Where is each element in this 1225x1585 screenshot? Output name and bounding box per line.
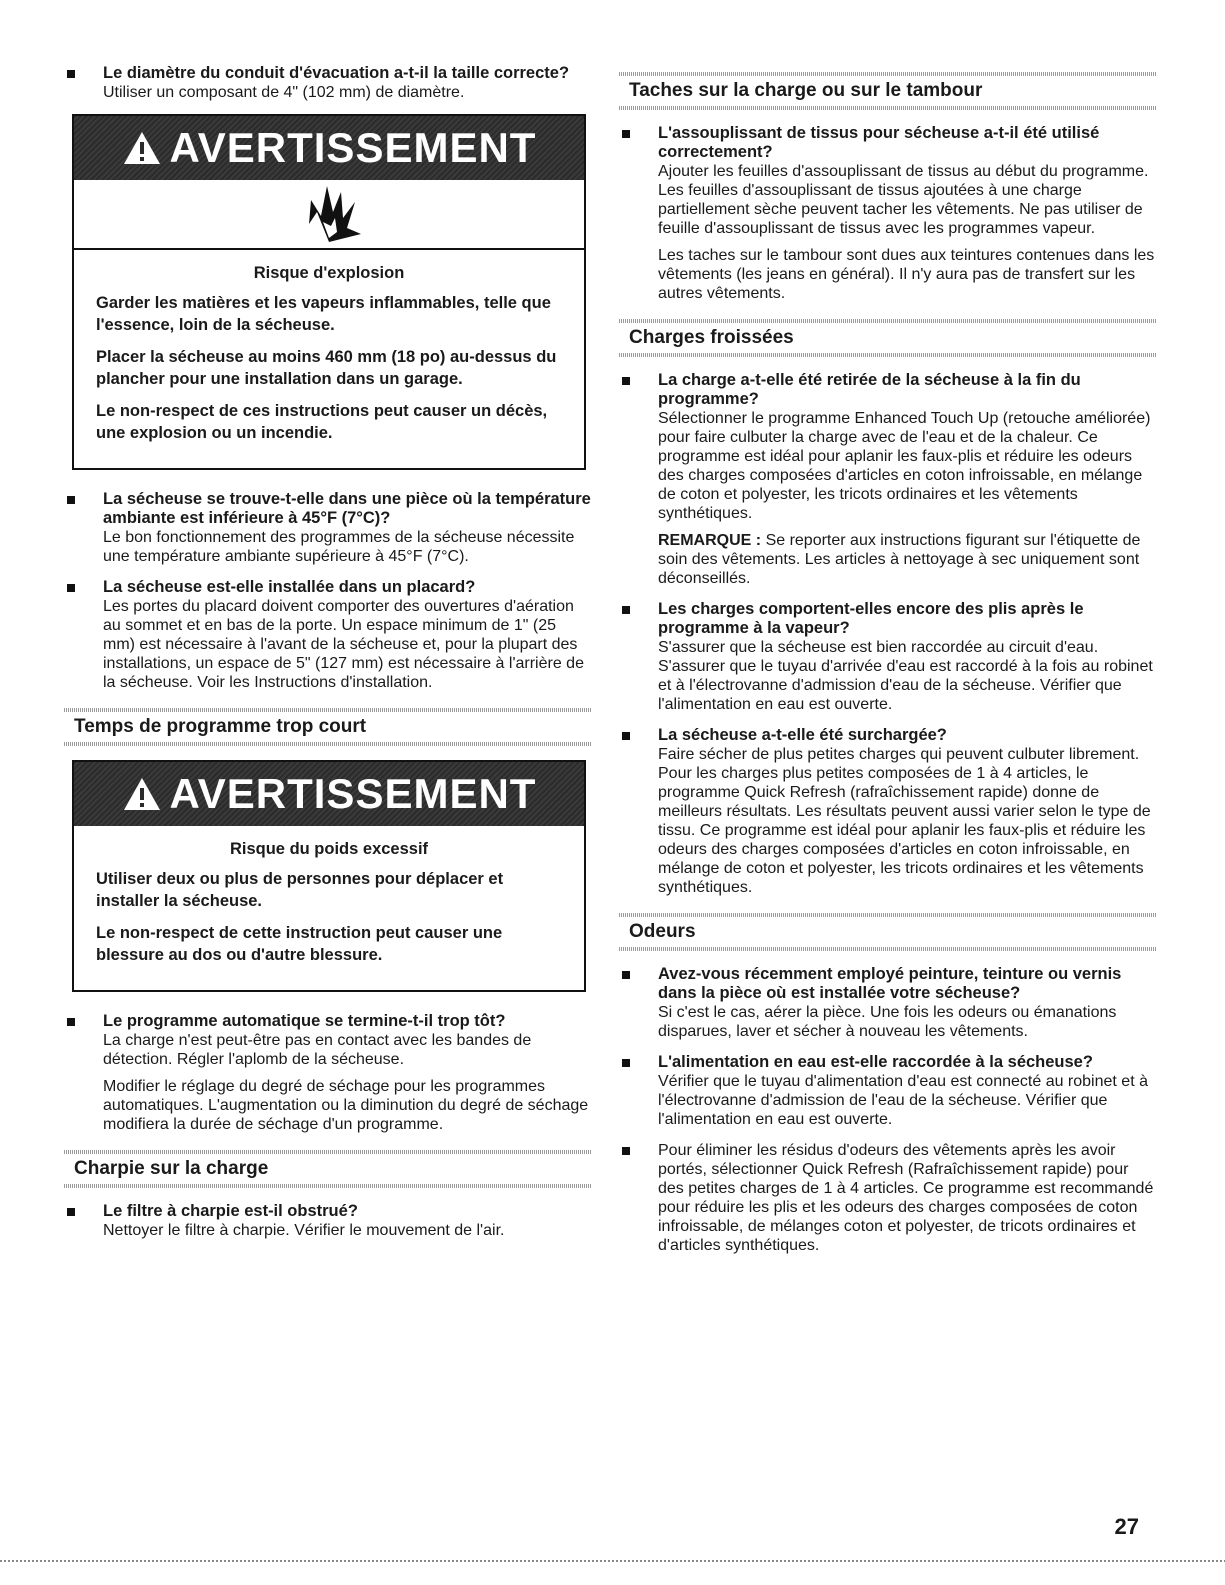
bullet-icon [622, 732, 630, 740]
left-column [64, 64, 592, 1252]
question-paragraph: Modifier le réglage du degré de séchage pour les programmes automatiques. L'augmentation ou la diminution du degré de séchage modifiera la durée de séchage d'un programme. [103, 1078, 589, 1133]
question-title: Les charges comportent-elles encore des plis après le programme à la vapeur? [658, 600, 1084, 637]
warning-line: Utiliser deux ou plus de personnes pour déplacer et installer la sécheuse. [96, 870, 504, 910]
bullet-icon [622, 1147, 630, 1155]
question-answer: Nettoyer le filtre à charpie. Vérifier le mouvement de l'air. [103, 1222, 505, 1239]
warning-triangle-icon [122, 130, 162, 166]
warning-triangle-icon [122, 776, 162, 812]
tip-text: Pour éliminer les résidus d'odeurs des vêtements après les avoir portés, sélectionner Quick Refresh (Rafraîchissement rapide) pour des petites charges de 1 à 4 articles. Ce programme est recommandé pour réduire les plis et les odeurs des charges composées de coton infroissable, de mélanges coton et polyester, de tricots ordinaires et d'articles synthétiques. [658, 1142, 1154, 1254]
bullet-icon [67, 496, 75, 504]
note-text: Se reporter aux instructions figurant sur l'étiquette de soin des vêtements. Les articles à nettoyage à sec uniquement sont déconseillés. [658, 532, 1141, 587]
bullet-icon [622, 1059, 630, 1067]
question-closet [64, 578, 592, 692]
question-paint-fumes [619, 965, 1157, 1041]
question-water-supply [619, 1053, 1157, 1129]
question-answer: S'assurer que la sécheuse est bien raccordée au circuit d'eau. S'assurer que le tuyau d'arrivée d'eau est raccordé à la fois au robinet et à l'électrovanne d'admission d'eau de la sécheuse. Vérifier que l'alimentation en eau est ouverte. [658, 639, 1153, 713]
question-title: La sécheuse est-elle installée dans un placard? [103, 578, 476, 596]
question-answer: Si c'est le cas, aérer la pièce. Une fois les odeurs ou émanations disparues, laver et sécher à nouveau les vêtements. [658, 1004, 1117, 1040]
question-overloaded [619, 726, 1157, 897]
question-answer: La charge n'est peut-être pas en contact avec les bandes de détection. Régler l'aplomb de la sécheuse. [103, 1032, 532, 1068]
question-lint-filter [64, 1202, 592, 1240]
question-answer: Les portes du placard doivent comporter des ouvertures d'aération au sommet et en bas de la porte. Un espace minimum de 1" (25 mm) est nécessaire à l'avant de la sécheuse et, pour la plupart des installations, un espace de 5" (127 mm) est nécessaire à l'arrière de la sécheuse. Voir les Instructions d'installation. [103, 598, 584, 691]
warning-line: Garder les matières et les vapeurs inflammables, telle que l'essence, loin de la sécheuse. [96, 294, 551, 334]
bullet-icon [622, 971, 630, 979]
bottom-rule [0, 1560, 1225, 1562]
section-heading: Taches sur la charge ou sur le tambour [619, 72, 1157, 110]
question-title: La sécheuse se trouve-t-elle dans une pièce où la température ambiante est inférieure à 45°F (7°C)? [103, 490, 591, 527]
question-title: L'assouplissant de tissus pour sécheuse a-t-il été utilisé correctement? [658, 124, 1100, 161]
warning-risk-title: Risque d'explosion [253, 264, 405, 282]
question-room-temperature [64, 490, 592, 566]
bullet-icon [622, 377, 630, 385]
question-duct-diameter [64, 64, 592, 102]
warning-line: Le non-respect de ces instructions peut causer un décès, une explosion ou un incendie. [96, 402, 548, 442]
warning-line: Le non-respect de cette instruction peut causer une blessure au dos ou d'autre blessure. [96, 924, 503, 964]
warning-header-text: AVERTISSEMENT [169, 124, 537, 171]
warning-line: Placer la sécheuse au moins 460 mm (18 po) au-dessus du plancher pour une installation dans un garage. [96, 348, 557, 388]
tip-odor-residue [619, 1141, 1157, 1255]
section-heading: Charpie sur la charge [64, 1150, 592, 1188]
question-title: Le filtre à charpie est-il obstrué? [103, 1202, 358, 1220]
question-answer: Utiliser un composant de 4" (102 mm) de diamètre. [103, 84, 465, 101]
warning-header [74, 116, 584, 180]
section-heading: Odeurs [619, 913, 1157, 951]
question-answer: Ajouter les feuilles d'assouplissant de tissus au début du programme. Les feuilles d'assouplissant de tissus ajoutées à une charge partiellement sèche peuvent tacher les vêtements. Ne pas utiliser de feuille d'assouplissant de tissus avec les programmes vapeur. [658, 163, 1149, 237]
bullet-icon [67, 584, 75, 592]
page-number: 27 [1114, 1514, 1139, 1539]
question-title: Le programme automatique se termine-t-il trop tôt? [103, 1012, 506, 1030]
note-label: REMARQUE : [658, 532, 762, 549]
question-title: La charge a-t-elle été retirée de la sécheuse à la fin du programme? [658, 371, 1081, 408]
bullet-icon [67, 1018, 75, 1026]
warning-header [74, 762, 584, 826]
warning-risk-title: Risque du poids excessif [229, 840, 429, 858]
explosion-icon [74, 180, 584, 250]
question-answer: Le bon fonctionnement des programmes de la sécheuse nécessite une température ambiante supérieure à 45°F (7°C). [103, 529, 575, 565]
section-heading: Charges froissées [619, 319, 1157, 357]
question-answer: Faire sécher de plus petites charges qui peuvent culbuter librement. Pour les charges plus petites composées de 1 à 4 articles, le programme Quick Refresh (rafraîchissement rapide) donne de meilleurs résultats. Les résultats peuvent aussi varier selon le type de tissu. Ce programme est idéal pour aplanir les faux-plis et réduire les odeurs des charges composées d'articles en coton infroissable, en mélange de coton et polyester, les tricots ordinaires et les vêtements synthétiques. [658, 746, 1151, 896]
question-auto-cycle [64, 1012, 592, 1134]
question-title: Le diamètre du conduit d'évacuation a-t-il la taille correcte? [103, 64, 570, 82]
bullet-icon [67, 1208, 75, 1216]
warning-header-text: AVERTISSEMENT [169, 770, 537, 817]
bullet-icon [67, 70, 75, 78]
question-load-removed [619, 371, 1157, 588]
question-answer: Vérifier que le tuyau d'alimentation d'eau est connecté au robinet et à l'électrovanne d'admission de l'eau de la sécheuse. Vérifier que l'alimentation en eau est ouverte. [658, 1073, 1148, 1128]
warning-box-weight [72, 760, 586, 992]
bullet-icon [622, 130, 630, 138]
warning-box-explosion [72, 114, 586, 470]
question-title: L'alimentation en eau est-elle raccordée à la sécheuse? [658, 1053, 1093, 1071]
question-fabric-softener [619, 124, 1157, 303]
question-answer: Sélectionner le programme Enhanced Touch Up (retouche améliorée) pour faire culbuter la charge avec de l'eau et de la chaleur. Ce programme est idéal pour aplanir les faux-plis et réduire les odeurs des charges composées d'articles en coton infroissable, en mélange de coton et polyester, les tricots ordinaires et les vêtements synthétiques. [658, 410, 1151, 522]
section-heading: Temps de programme trop court [64, 708, 592, 746]
question-title: Avez-vous récemment employé peinture, teinture ou vernis dans la pièce où est installée votre sécheuse? [658, 965, 1122, 1002]
right-column [619, 64, 1157, 1267]
warning-body [74, 826, 584, 990]
note-paragraph [658, 531, 1157, 588]
question-steam-wrinkles [619, 600, 1157, 714]
question-paragraph: Les taches sur le tambour sont dues aux teintures contenues dans les vêtements (les jeans en général). Il n'y aura pas de transfert sur les autres vêtements. [658, 247, 1155, 302]
bullet-icon [622, 606, 630, 614]
question-title: La sécheuse a-t-elle été surchargée? [658, 726, 947, 744]
warning-body [74, 250, 584, 468]
